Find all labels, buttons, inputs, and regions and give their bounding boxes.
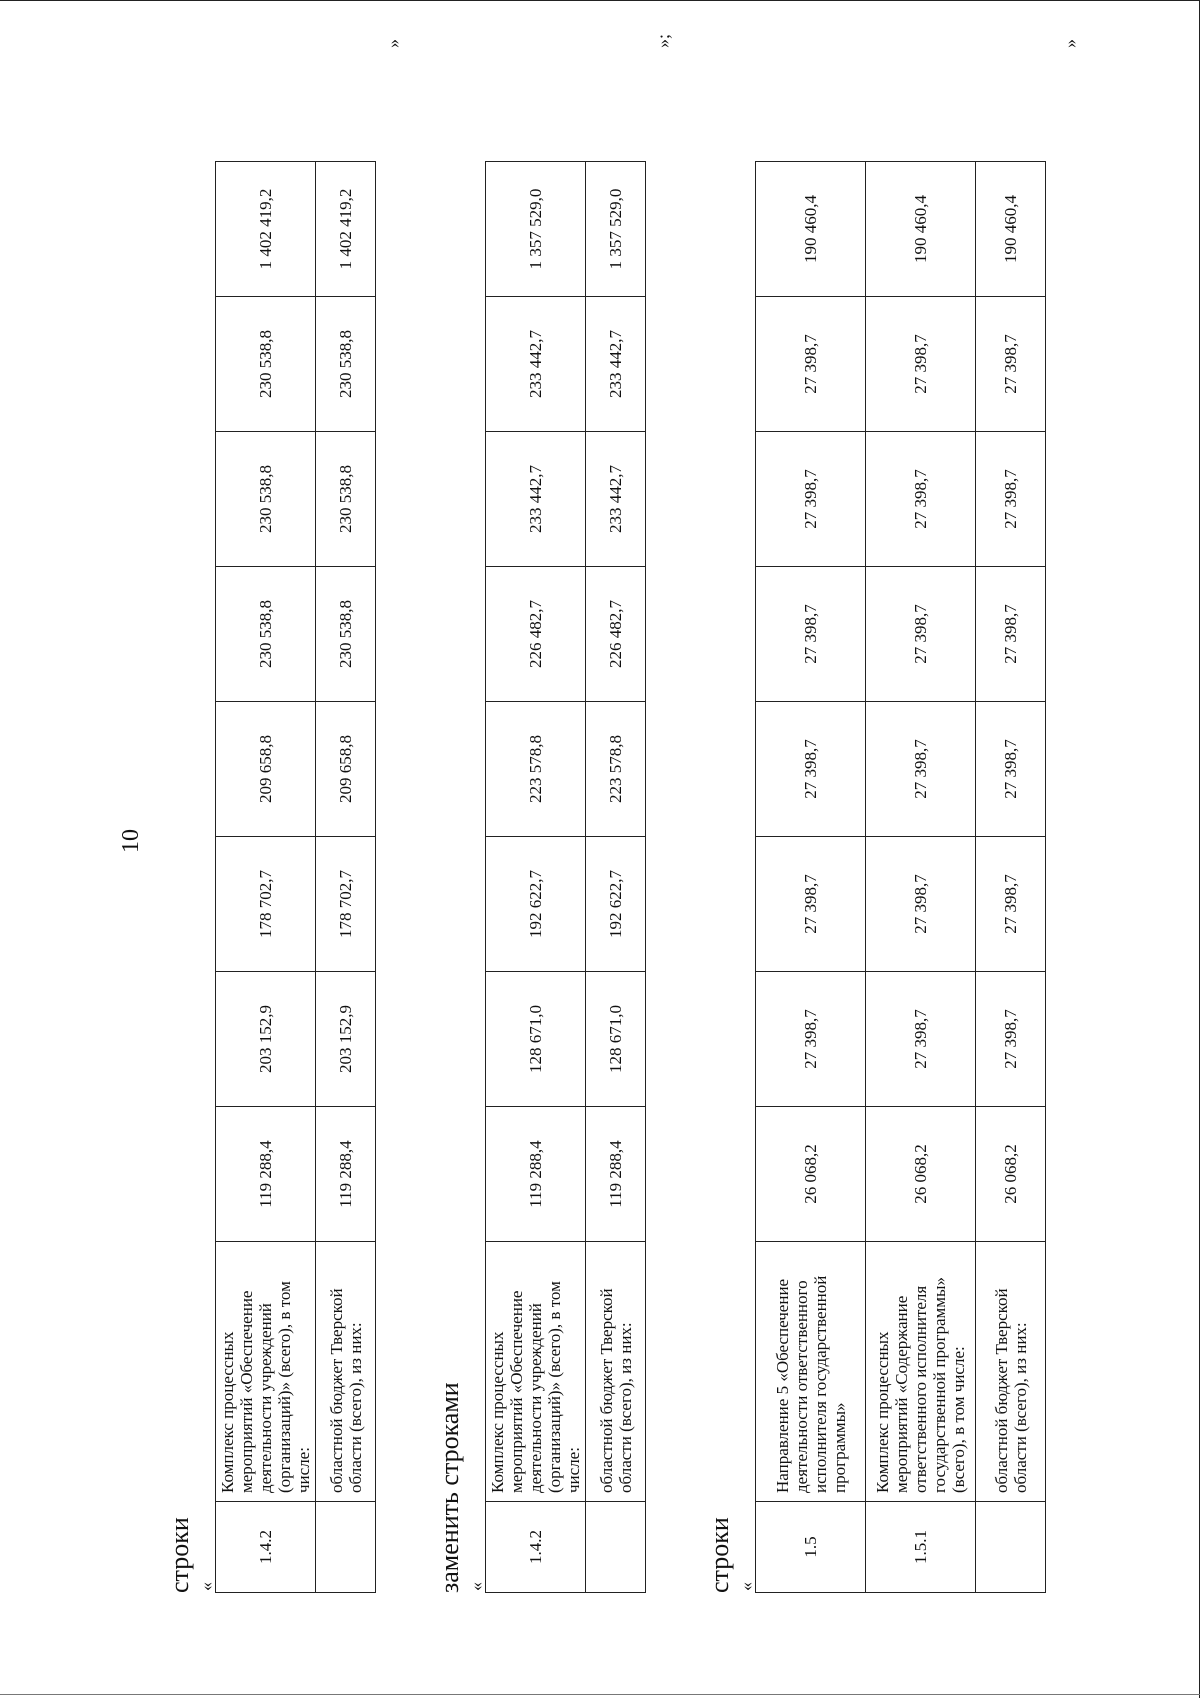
row-code: 1.4.2 (216, 1502, 316, 1593)
value-cell: 27 398,7 (866, 297, 976, 432)
value-cell: 27 398,7 (866, 837, 976, 972)
value-cell: 27 398,7 (976, 567, 1046, 702)
section-intro: заменить строками (435, 1382, 464, 1593)
open-quote: « (736, 1582, 756, 1591)
value-cell: 223 578,8 (486, 702, 586, 837)
row-name: областной бюджет Тверской области (всего), из них: (316, 1242, 376, 1502)
value-cell: 192 622,7 (486, 837, 586, 972)
value-cell: 27 398,7 (756, 837, 866, 972)
row-code: 1.5.1 (866, 1502, 976, 1593)
value-cell: 192 622,7 (586, 837, 646, 972)
value-cell: 203 152,9 (216, 972, 316, 1107)
row-code (976, 1502, 1046, 1593)
value-cell: 178 702,7 (316, 837, 376, 972)
section-original-rows-1 (165, 39, 403, 1593)
row-name: Комплекс процессных мероприятий «Содержание ответственного исполнителя государственной программы» (всего), в том числе: (866, 1242, 976, 1502)
value-cell: 27 398,7 (866, 432, 976, 567)
value-cell: 1 402 419,2 (216, 162, 316, 297)
open-quote: « (466, 1582, 486, 1591)
table-row (976, 162, 1046, 1593)
value-cell: 119 288,4 (316, 1107, 376, 1242)
budget-table (215, 161, 376, 1593)
value-cell: 223 578,8 (586, 702, 646, 837)
value-cell: 209 658,8 (316, 702, 376, 837)
value-cell: 230 538,8 (216, 567, 316, 702)
value-cell: 230 538,8 (216, 297, 316, 432)
row-code (586, 1502, 646, 1593)
value-cell: 190 460,4 (756, 162, 866, 297)
table-row (486, 162, 586, 1593)
value-cell: 26 068,2 (866, 1107, 976, 1242)
value-cell: 128 671,0 (586, 972, 646, 1107)
value-cell: 230 538,8 (216, 432, 316, 567)
value-cell: 178 702,7 (216, 837, 316, 972)
close-quote: »; (653, 33, 673, 48)
close-quote: » (383, 39, 403, 48)
value-cell: 119 288,4 (216, 1107, 316, 1242)
value-cell: 1 357 529,0 (586, 162, 646, 297)
value-cell: 119 288,4 (486, 1107, 586, 1242)
value-cell: 190 460,4 (866, 162, 976, 297)
section-original-rows-2 (705, 39, 1080, 1593)
value-cell: 26 068,2 (976, 1107, 1046, 1242)
row-name: областной бюджет Тверской области (всего), из них: (976, 1242, 1046, 1502)
value-cell: 1 357 529,0 (486, 162, 586, 297)
value-cell: 226 482,7 (586, 567, 646, 702)
value-cell: 203 152,9 (316, 972, 376, 1107)
table-row (866, 162, 976, 1593)
row-name: Комплекс процессных мероприятий «Обеспечение деятельности учреждений (организаций)» (всего), в том числе: (216, 1242, 316, 1502)
value-cell: 226 482,7 (486, 567, 586, 702)
value-cell: 27 398,7 (866, 567, 976, 702)
value-cell: 27 398,7 (866, 972, 976, 1107)
value-cell: 209 658,8 (216, 702, 316, 837)
row-name: областной бюджет Тверской области (всего), из них: (586, 1242, 646, 1502)
value-cell: 27 398,7 (756, 567, 866, 702)
value-cell: 233 442,7 (486, 432, 586, 567)
section-intro: строки (165, 1517, 194, 1593)
table-row (586, 162, 646, 1593)
row-code: 1.4.2 (486, 1502, 586, 1593)
section-intro: строки (705, 1517, 734, 1593)
value-cell: 27 398,7 (756, 432, 866, 567)
value-cell: 230 538,8 (316, 567, 376, 702)
value-cell: 27 398,7 (976, 702, 1046, 837)
page-number: 10 (118, 829, 144, 853)
value-cell: 233 442,7 (586, 432, 646, 567)
value-cell: 27 398,7 (756, 297, 866, 432)
table-row (756, 162, 866, 1593)
value-cell: 128 671,0 (486, 972, 586, 1107)
value-cell: 230 538,8 (316, 432, 376, 567)
row-code: 1.5 (756, 1502, 866, 1593)
value-cell: 190 460,4 (976, 162, 1046, 297)
value-cell: 230 538,8 (316, 297, 376, 432)
close-quote: » (1060, 39, 1080, 48)
value-cell: 27 398,7 (756, 702, 866, 837)
value-cell: 27 398,7 (976, 297, 1046, 432)
section-replacement-rows (435, 33, 673, 1593)
value-cell: 27 398,7 (866, 702, 976, 837)
budget-table (755, 161, 1046, 1593)
value-cell: 233 442,7 (486, 297, 586, 432)
value-cell: 233 442,7 (586, 297, 646, 432)
value-cell: 27 398,7 (756, 972, 866, 1107)
row-name: Комплекс процессных мероприятий «Обеспечение деятельности учреждений (организаций)» (всего), в том числе: (486, 1242, 586, 1502)
table-row (216, 162, 316, 1593)
table-row (316, 162, 376, 1593)
value-cell: 27 398,7 (976, 837, 1046, 972)
row-name: Направление 5 «Обеспечение деятельности ответственного исполнителя государственной программы» (756, 1242, 866, 1502)
open-quote: « (196, 1582, 216, 1591)
row-code (316, 1502, 376, 1593)
value-cell: 1 402 419,2 (316, 162, 376, 297)
value-cell: 27 398,7 (976, 432, 1046, 567)
value-cell: 26 068,2 (756, 1107, 866, 1242)
budget-table (485, 161, 646, 1593)
value-cell: 27 398,7 (976, 972, 1046, 1107)
value-cell: 119 288,4 (586, 1107, 646, 1242)
